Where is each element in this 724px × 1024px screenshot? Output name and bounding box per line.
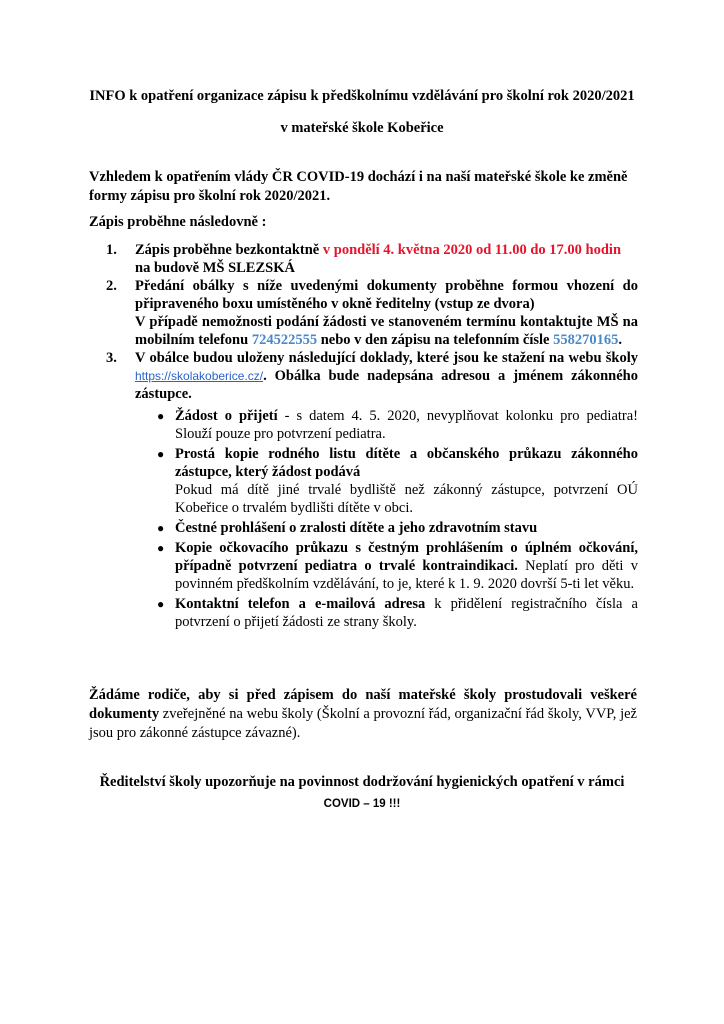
bullet-icon: ●	[157, 409, 165, 423]
hygiene-notice: Ředitelství školy upozorňuje na povinnost dodržování hygienických opatření v rámci	[99, 774, 625, 790]
hygiene-notice-covid: COVID – 19 !!!	[323, 798, 401, 810]
document-item	[155, 519, 638, 537]
list-item	[106, 241, 638, 277]
zapis-heading: Zápis proběhne následovně :	[89, 214, 267, 230]
intro-paragraph: Vzhledem k opatřením vlády ČR COVID-19 dochází i na naší mateřské škole ke změně formy zápisu pro školní rok 2020/2021.	[89, 169, 628, 204]
bullet-icon: ●	[157, 597, 165, 611]
document-item	[155, 539, 638, 593]
bullet-icon: ●	[157, 447, 165, 461]
document-item	[155, 407, 638, 443]
document-title: Čestné prohlášení o zralosti dítěte a jeho zdravotním stavu	[175, 520, 538, 536]
instructions-list	[106, 241, 638, 633]
document-title: Žádost o přijetí	[175, 408, 278, 424]
document-subtitle: v mateřské škole Kobeřice	[280, 120, 444, 136]
document-item	[155, 445, 638, 517]
document-note: Pokud má dítě jiné trvalé bydliště než zákonný zástupce, potvrzení OÚ Kobeřice o trvalém bydlišti dítěte v obci.	[175, 482, 638, 516]
document-note: k přidělení registračního čísla a potvrzení o přijetí žádosti ze strany školy.	[175, 596, 638, 630]
item-text: na budově MŠ SLEZSKÁ	[135, 260, 295, 276]
item-text: V případě nemožnosti podání žádosti ve stanoveném termínu kontaktujte MŠ na mobilním telefonu	[135, 314, 638, 348]
school-website-link[interactable]: https://skolakoberice.cz/	[135, 369, 264, 383]
list-number: 1.	[106, 242, 117, 258]
documents-list	[135, 407, 638, 631]
item-text: Zápis proběhne bezkontaktně	[135, 242, 323, 258]
list-number: 2.	[106, 278, 117, 294]
date-highlight: v pondělí 4. května 2020 od 11.00 do 17.00 hodin	[322, 242, 622, 258]
closing-paragraph	[89, 686, 637, 743]
document-note: Neplatí pro děti v povinném předškolním vzdělávání, to je, které k 1. 9. 2020 dovrší 5-ti let věku.	[175, 558, 638, 592]
closing-bold: Žádáme rodiče, aby si před zápisem do naší mateřské školy prostudovali veškeré dokumenty	[89, 687, 637, 722]
item-text: . Obálka bude nadepsána adresou a jménem zákonného zástupce.	[135, 368, 638, 402]
document-item	[155, 595, 638, 631]
document-note: - s datem 4. 5. 2020, nevyplňovat kolonku pro pediatra! Slouží pouze pro potvrzení pediatra.	[175, 408, 638, 442]
mobile-phone: 724522555	[251, 332, 318, 348]
document-title: INFO k opatření organizace zápisu k předškolnímu vzdělávání pro školní rok 2020/2021	[89, 88, 635, 104]
closing-text: zveřejněné na webu školy (Školní a provozní řád, organizační řád školy, VVP, jež jsou pro zákonné zástupce závazné).	[89, 706, 637, 741]
document-title: Prostá kopie rodného listu dítěte a občanského průkazu zákonného zástupce, který žádost podává	[175, 446, 638, 480]
item-text: .	[618, 332, 622, 348]
bullet-icon: ●	[157, 521, 165, 535]
document-title: Kopie očkovacího průkazu s čestným prohlášením o úplném očkování, případně potvrzení pediatra o trvalé kontraindikaci.	[175, 540, 638, 574]
item-text: V obálce budou uloženy následující doklady, které jsou ke stažení na webu školy	[135, 350, 638, 366]
list-number: 3.	[106, 350, 117, 366]
item-text: nebo v den zápisu na telefonním čísle	[317, 332, 554, 348]
bullet-icon: ●	[157, 541, 165, 555]
item-text: Předání obálky s níže uvedenými dokumenty proběhne formou vhození do připraveného boxu umístěného v okně ředitelny (vstup ze dvora)	[135, 278, 638, 312]
document-title: Kontaktní telefon a e-mailová adresa	[175, 596, 426, 612]
fixed-phone: 558270165	[553, 332, 619, 348]
list-item	[106, 349, 638, 631]
list-item	[106, 277, 638, 349]
